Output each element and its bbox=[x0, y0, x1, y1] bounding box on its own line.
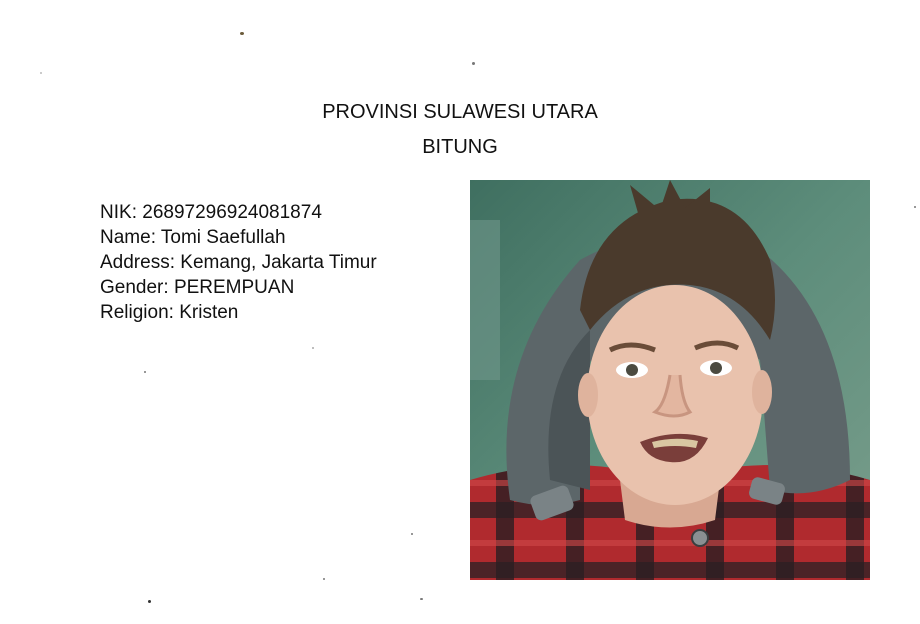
name-value: Tomi Saefullah bbox=[160, 227, 286, 248]
nik-value: 26897296924081874 bbox=[142, 202, 322, 223]
speck bbox=[914, 206, 916, 208]
name-row: Name: Tomi Saefullah bbox=[100, 227, 286, 248]
speck bbox=[240, 32, 244, 35]
gender-label: Gender bbox=[100, 277, 164, 298]
right-pupil bbox=[710, 362, 722, 374]
left-pupil bbox=[626, 364, 638, 376]
gender-value: PEREMPUAN bbox=[173, 277, 295, 298]
gender-row: Gender: PEREMPUAN bbox=[100, 277, 295, 298]
address-label: Address bbox=[100, 252, 170, 273]
speck bbox=[472, 62, 475, 65]
religion-label: Religion bbox=[100, 302, 169, 323]
speck bbox=[420, 598, 423, 600]
speck bbox=[40, 72, 42, 74]
speck bbox=[323, 578, 325, 580]
nik-row: NIK: 26897296924081874 bbox=[100, 202, 322, 223]
id-photo bbox=[470, 180, 870, 580]
nik-label: NIK bbox=[100, 202, 132, 223]
religion-row: Religion: Kristen bbox=[100, 302, 239, 323]
address-row: Address: Kemang, Jakarta Timur bbox=[100, 252, 377, 273]
speck bbox=[411, 533, 413, 535]
religion-value: Kristen bbox=[179, 302, 239, 323]
identity-fields bbox=[100, 200, 377, 325]
speck bbox=[148, 600, 151, 603]
city-title: BITUNG bbox=[422, 136, 498, 158]
name-label: Name bbox=[100, 227, 151, 248]
shirt-button bbox=[692, 530, 708, 546]
province-title: PROVINSI SULAWESI UTARA bbox=[322, 101, 598, 123]
speck bbox=[312, 347, 314, 349]
portrait-illustration bbox=[470, 180, 870, 580]
window-frame bbox=[470, 220, 500, 380]
right-ear bbox=[752, 370, 772, 414]
left-ear bbox=[578, 373, 598, 417]
address-value: Kemang, Jakarta Timur bbox=[180, 252, 377, 273]
speck bbox=[144, 371, 146, 373]
